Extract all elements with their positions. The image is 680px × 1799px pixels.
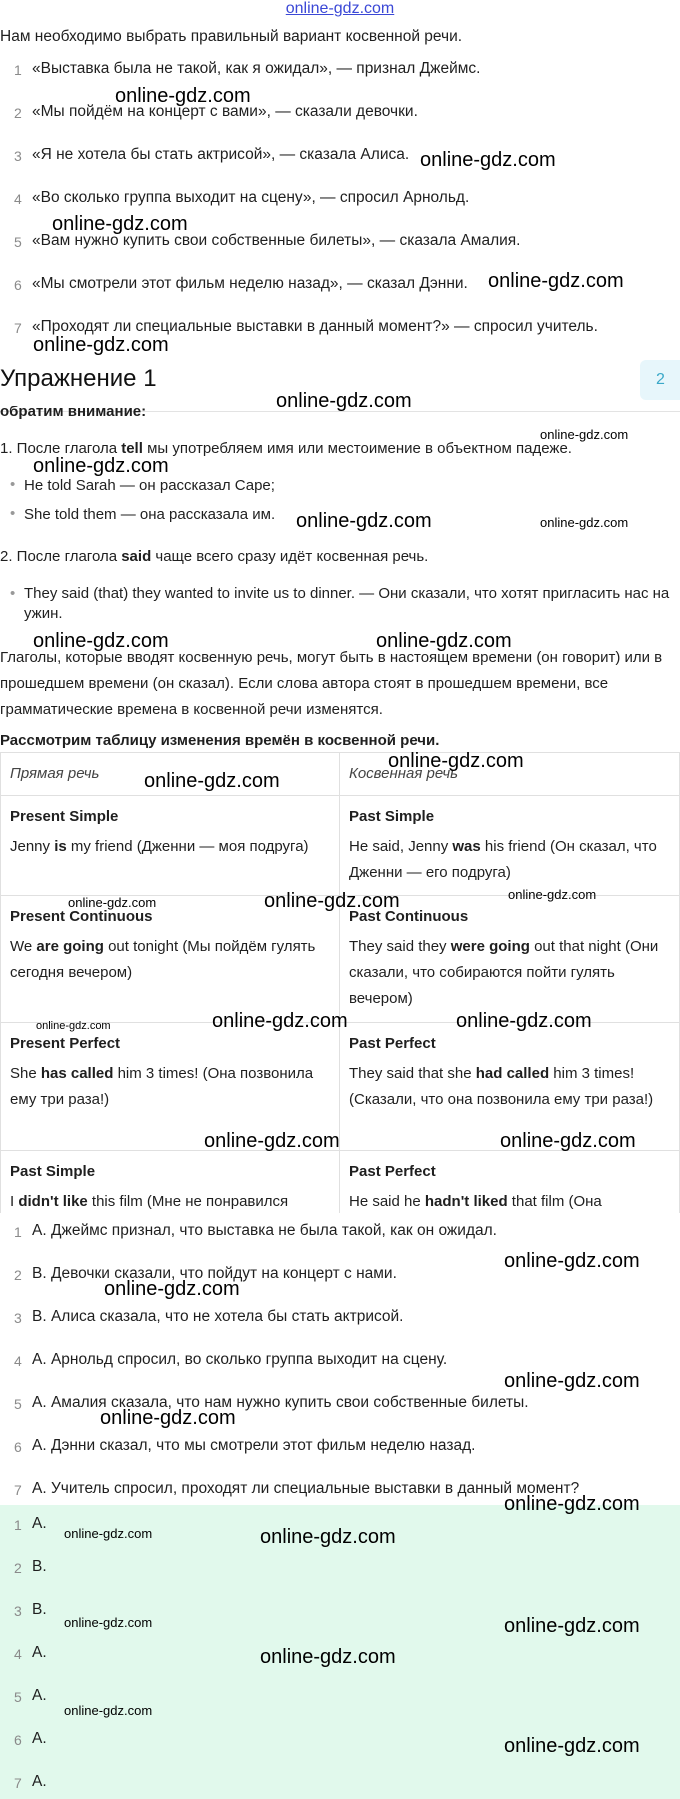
bullet: •	[10, 476, 16, 493]
watermark: online-gdz.com	[33, 630, 169, 652]
exercise-title: Упражнение 1	[0, 365, 157, 392]
answer-number: 1	[14, 1517, 22, 1533]
watermark: online-gdz.com	[64, 1615, 153, 1630]
option-item: A. Учитель спросил, проходят ли специальные выставки в данный момент?	[32, 1480, 580, 1497]
answer-value: B.	[32, 1601, 47, 1618]
item-number: 4	[14, 191, 22, 207]
option-number: 5	[14, 1396, 22, 1412]
table-cell: Past Simple He said, Jenny was his friend (Он сказал, что Дженни — его подруга)	[340, 796, 680, 896]
table-cell: Past Simple I didn't like this film (Мне не понравился	[0, 1151, 340, 1213]
item-number: 6	[14, 277, 22, 293]
watermark: online-gdz.com	[388, 750, 524, 772]
answer-value: A.	[32, 1773, 47, 1790]
watermark: online-gdz.com	[504, 1615, 640, 1637]
option-number: 2	[14, 1267, 22, 1283]
site-link[interactable]: online-gdz.com	[285, 0, 395, 17]
watermark: online-gdz.com	[420, 149, 556, 171]
option-item: B. Алиса сказала, что не хотела бы стать актрисой.	[32, 1308, 404, 1325]
answer-value: A.	[32, 1644, 47, 1661]
table-header-left: Прямая речь	[0, 753, 340, 796]
table-cell: Past Perfect He said he hadn't liked that film (Она	[340, 1151, 680, 1213]
watermark: online-gdz.com	[68, 895, 157, 910]
watermark: online-gdz.com	[296, 510, 432, 532]
answer-value: A.	[32, 1515, 47, 1532]
option-number: 7	[14, 1482, 22, 1498]
answer-number: 2	[14, 1560, 22, 1576]
watermark: online-gdz.com	[100, 1407, 236, 1429]
table-header-right: Косвенная речь	[340, 753, 680, 796]
task-item: «Во сколько группа выходит на сцену», — спросил Арнольд.	[32, 189, 470, 206]
item-number: 1	[14, 62, 22, 78]
option-item: B. Девочки сказали, что пойдут на концерт с нами.	[32, 1265, 397, 1282]
option-item: A. Арнольд спросил, во сколько группа выходит на сцену.	[32, 1351, 448, 1368]
rule-2: 2. После глагола said чаще всего сразу идёт косвенная речь.	[0, 548, 429, 565]
watermark: online-gdz.com	[540, 515, 629, 530]
answer-value: B.	[32, 1558, 47, 1575]
item-number: 7	[14, 320, 22, 336]
task-item: «Проходят ли специальные выставки в данный момент?» — спросил учитель.	[32, 318, 598, 335]
watermark: online-gdz.com	[488, 270, 624, 292]
watermark: online-gdz.com	[504, 1370, 640, 1392]
watermark: online-gdz.com	[36, 1020, 111, 1032]
option-number: 6	[14, 1439, 22, 1455]
bullet: •	[10, 505, 16, 522]
answer-value: A.	[32, 1730, 47, 1747]
watermark: online-gdz.com	[33, 334, 169, 356]
task-item: «Мы пойдём на концерт с вами», — сказали девочки.	[32, 103, 418, 120]
bullet: •	[10, 585, 16, 602]
option-number: 4	[14, 1353, 22, 1369]
option-number: 3	[14, 1310, 22, 1326]
watermark: online-gdz.com	[52, 213, 188, 235]
watermark: online-gdz.com	[204, 1130, 340, 1152]
answer-number: 6	[14, 1732, 22, 1748]
watermark: online-gdz.com	[540, 427, 629, 442]
option-item: A. Джеймс признал, что выставка не была такой, как он ожидал.	[32, 1222, 497, 1239]
attention-heading: обратим внимание:	[0, 406, 147, 420]
watermark: online-gdz.com	[64, 1703, 153, 1718]
rule-1-example: He told Sarah — он рассказал Саре;	[24, 477, 275, 494]
theory-paragraph: Глаголы, которые вводят косвенную речь, могут быть в настоящем времени (он говорит) или в прошедшем времени (он сказал). Если слова автора стоят в прошедшем времени, все грамматические времена в косвенной речи изменятся.	[0, 649, 663, 718]
watermark: online-gdz.com	[504, 1493, 640, 1515]
table-cell: Present Continuous We are going out tonight (Мы пойдём гулять сегодня вечером)	[0, 896, 340, 1023]
watermark: online-gdz.com	[508, 887, 597, 902]
table-cell: Past Perfect They said that she had called him 3 times! (Сказали, что она позвонила ему три раза!)	[340, 1023, 680, 1151]
answer-number: 4	[14, 1646, 22, 1662]
watermark: online-gdz.com	[104, 1278, 240, 1300]
task-item: «Выставка была не такой, как я ожидал», — признал Джеймс.	[32, 60, 481, 77]
answer-value: A.	[32, 1687, 47, 1704]
watermark: online-gdz.com	[260, 1526, 396, 1548]
rule-2-example: They said (that) they wanted to invite us to dinner. — Они сказали, что хотят пригласить нас на ужин.	[24, 585, 670, 622]
watermark: online-gdz.com	[504, 1735, 640, 1757]
watermark: online-gdz.com	[264, 890, 400, 912]
table-cell: Present Simple Jenny is my friend (Дженни — моя подруга)	[0, 796, 340, 896]
watermark: online-gdz.com	[500, 1130, 636, 1152]
watermark: online-gdz.com	[504, 1250, 640, 1272]
rule-1-example: She told them — она рассказала им.	[24, 506, 276, 523]
task-item: «Я не хотела бы стать актрисой», — сказала Алиса.	[32, 146, 410, 163]
answer-number: 7	[14, 1775, 22, 1791]
task-item: «Мы смотрели этот фильм неделю назад», — сказал Дэнни.	[32, 275, 468, 292]
table-cell: Past Continuous They said they were going out that night (Они сказали, что собираются пойти гулять вечером)	[340, 896, 680, 1023]
page-badge[interactable]: 2	[640, 360, 680, 400]
watermark: online-gdz.com	[64, 1526, 153, 1541]
option-item: A. Амалия сказала, что нам нужно купить свои собственные билеты.	[32, 1394, 529, 1411]
watermark: online-gdz.com	[33, 455, 169, 477]
item-number: 3	[14, 148, 22, 164]
watermark: online-gdz.com	[212, 1010, 348, 1032]
table-cell: Present Perfect She has called him 3 times! (Она позвонила ему три раза!)	[0, 1023, 340, 1151]
answer-number: 3	[14, 1603, 22, 1619]
watermark: online-gdz.com	[115, 85, 251, 107]
answer-number: 5	[14, 1689, 22, 1705]
item-number: 2	[14, 105, 22, 121]
watermark: online-gdz.com	[456, 1010, 592, 1032]
watermark: online-gdz.com	[376, 630, 512, 652]
watermark: online-gdz.com	[260, 1646, 396, 1668]
option-item: A. Дэнни сказал, что мы смотрели этот фильм неделю назад.	[32, 1437, 476, 1454]
watermark: online-gdz.com	[276, 390, 412, 412]
watermark: online-gdz.com	[144, 770, 280, 792]
rule-1: 1. После глагола tell мы употребляем имя или местоимение в объектном падеже.	[0, 440, 572, 457]
table-intro: Рассмотрим таблицу изменения времён в косвенной речи.	[0, 732, 440, 749]
option-number: 1	[14, 1224, 22, 1240]
task-item: «Вам нужно купить свои собственные билеты», — сказала Амалия.	[32, 232, 521, 249]
task-intro: Нам необходимо выбрать правильный вариант косвенной речи.	[0, 28, 463, 45]
item-number: 5	[14, 234, 22, 250]
